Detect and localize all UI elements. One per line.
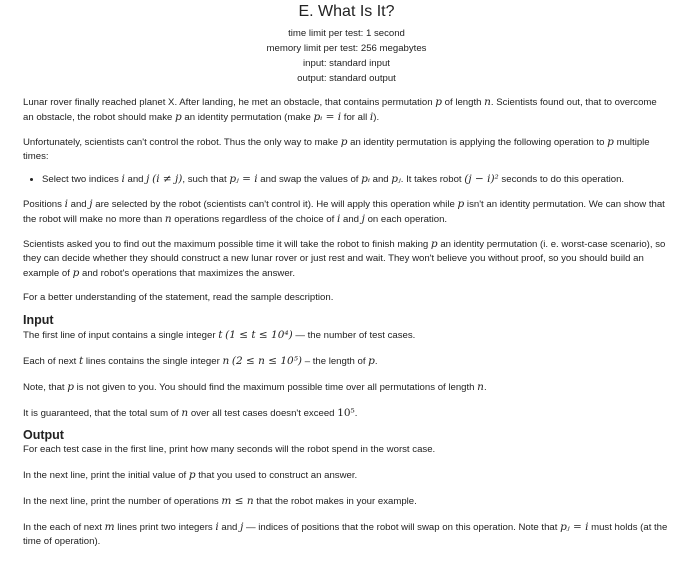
text: lines print two integers	[114, 522, 216, 533]
math-m-le-n: m ≤ n	[221, 495, 254, 507]
math-j: j	[146, 173, 150, 185]
math-pi-eq-i: pᵢ = i	[313, 111, 342, 123]
operation-list	[23, 172, 670, 187]
math-n: n	[477, 381, 484, 393]
text: – the length of	[302, 356, 369, 367]
math-n: n	[222, 355, 230, 367]
statement-paragraph-2	[23, 135, 670, 164]
text: , such that	[182, 174, 230, 185]
text: for all	[341, 112, 370, 123]
text: It is guaranteed, that the total sum of	[23, 408, 182, 419]
math-n: n	[484, 96, 491, 108]
memory-limit: memory limit per test: 256 megabytes	[266, 43, 427, 54]
math-t: t	[79, 355, 84, 367]
math-i: i	[215, 521, 219, 533]
text: isn't an identity permutation. We can show that the robot will make no more than	[23, 199, 665, 225]
statement-paragraph-5: For a better understanding of the statement, read the sample description.	[23, 292, 334, 303]
text: that the robot makes in your example.	[253, 496, 417, 507]
math-p: p	[67, 381, 74, 393]
math-i: i	[336, 213, 341, 225]
math-p: p	[368, 355, 375, 367]
input-line-2	[23, 354, 670, 369]
math-i-neq-j: (i ≠ j)	[152, 173, 183, 185]
math-pi: pᵢ	[361, 173, 370, 185]
math-i: i	[121, 173, 125, 185]
math-i: i	[369, 111, 374, 123]
text: The first line of input contains a single integer	[23, 330, 219, 341]
output-heading: Output	[23, 428, 64, 442]
text: must holds (at the time of operation).	[23, 522, 668, 547]
math-pj: pⱼ	[391, 173, 401, 185]
math-p: p	[188, 469, 196, 481]
output-spec: output: standard output	[297, 73, 396, 84]
text: and	[218, 522, 241, 533]
text: an identity permutation (make	[181, 112, 314, 123]
math-p: p	[72, 267, 80, 279]
input-line-1	[23, 328, 670, 343]
input-spec: input: standard input	[303, 58, 390, 69]
math-p: p	[430, 238, 438, 250]
math-m: m	[104, 521, 115, 533]
text: .	[374, 356, 378, 367]
text: In the each of next	[23, 522, 105, 533]
text: and swap the values of	[257, 174, 362, 185]
text: an identity permutation (i. e. worst-case scenario), so they can decide whether they should construct a new lunar rover or just rest and wait. They won't believe you without proof, so you should build an example of	[23, 239, 666, 279]
text: — indices of positions that the robot will swap on this operation. Note that	[243, 522, 561, 533]
math-p: p	[175, 111, 182, 123]
math-pj-eq-i: pⱼ = i	[560, 521, 589, 533]
statement-paragraph-3	[23, 197, 670, 227]
math-t: t	[218, 329, 223, 341]
math-ten5: 10⁵	[337, 407, 355, 419]
math-j: j	[240, 521, 244, 533]
math-n: n	[181, 407, 189, 419]
text: — the number of test cases.	[292, 330, 416, 341]
input-line-3	[23, 380, 670, 395]
text: and	[67, 199, 90, 210]
text: and robot's operations that maximizes the answer.	[79, 268, 296, 279]
math-j: j	[89, 198, 93, 210]
text: are selected by the robot (scientists can't control it). He will apply this operation while	[92, 199, 458, 210]
text: an identity permutation is applying the following operation to	[347, 137, 608, 148]
text: multiple times:	[23, 137, 650, 162]
text: lines contains the single integer	[83, 356, 223, 367]
text: seconds to do this operation.	[498, 174, 625, 185]
text: and	[340, 214, 362, 225]
math-p: p	[457, 198, 465, 210]
input-heading: Input	[23, 313, 54, 327]
math-t-range: (1 ≤ t ≤ 10⁴)	[225, 329, 293, 341]
text: over all test cases doesn't exceed	[188, 408, 338, 419]
text: Unfortunately, scientists can't control the robot. Thus the only way to make	[23, 137, 341, 148]
text: .	[354, 408, 358, 419]
text: In the next line, print the initial value of	[23, 470, 189, 481]
text: . Scientists found out, that to overcome an obstacle, the robot should make	[23, 97, 657, 123]
problem-header	[23, 0, 670, 86]
text: on each operation.	[364, 214, 448, 225]
output-line-1: For each test case in the first line, print how many seconds will the robot spend in the worst case.	[23, 444, 436, 455]
text: Note, that	[23, 382, 68, 393]
statement-paragraph-1	[23, 95, 670, 125]
text: of length	[441, 97, 485, 108]
text: Scientists asked you to find out the maximum possible time it will take the robot to finish making	[23, 239, 431, 250]
text: Select two indices	[42, 174, 122, 185]
math-cost: (j − i)²	[464, 173, 499, 185]
text: Each of next	[23, 356, 79, 367]
text: operations regardless of the choice of	[171, 214, 337, 225]
math-p: p	[607, 136, 614, 148]
output-line-4	[23, 520, 670, 549]
math-pj-eq-i: pⱼ = i	[229, 173, 258, 185]
output-line-2	[23, 468, 670, 483]
problem-title: E. What Is It?	[298, 3, 395, 20]
math-p: p	[340, 136, 348, 148]
input-line-4	[23, 406, 670, 421]
text: and	[124, 174, 147, 185]
math-n: n	[164, 213, 172, 225]
text: In the next line, print the number of operations	[23, 496, 222, 507]
text: Positions	[23, 199, 65, 210]
statement-paragraph-4	[23, 237, 670, 281]
text: Lunar rover finally reached planet X. After landing, he met an obstacle, that contains permutation	[23, 97, 436, 108]
text: is not given to you. You should find the maximum possible time over all permutations of length	[74, 382, 478, 393]
text: ).	[373, 112, 380, 123]
text: and	[369, 174, 392, 185]
math-n-range: (2 ≤ n ≤ 10⁵)	[231, 355, 303, 367]
operation-item	[42, 172, 670, 187]
time-limit: time limit per test: 1 second	[288, 28, 405, 39]
math-j: j	[361, 213, 365, 225]
math-i: i	[64, 198, 68, 210]
text: . It takes robot	[400, 174, 465, 185]
math-p: p	[435, 96, 442, 108]
text: .	[483, 382, 487, 393]
output-line-3	[23, 494, 670, 509]
text: that you used to construct an answer.	[195, 470, 358, 481]
